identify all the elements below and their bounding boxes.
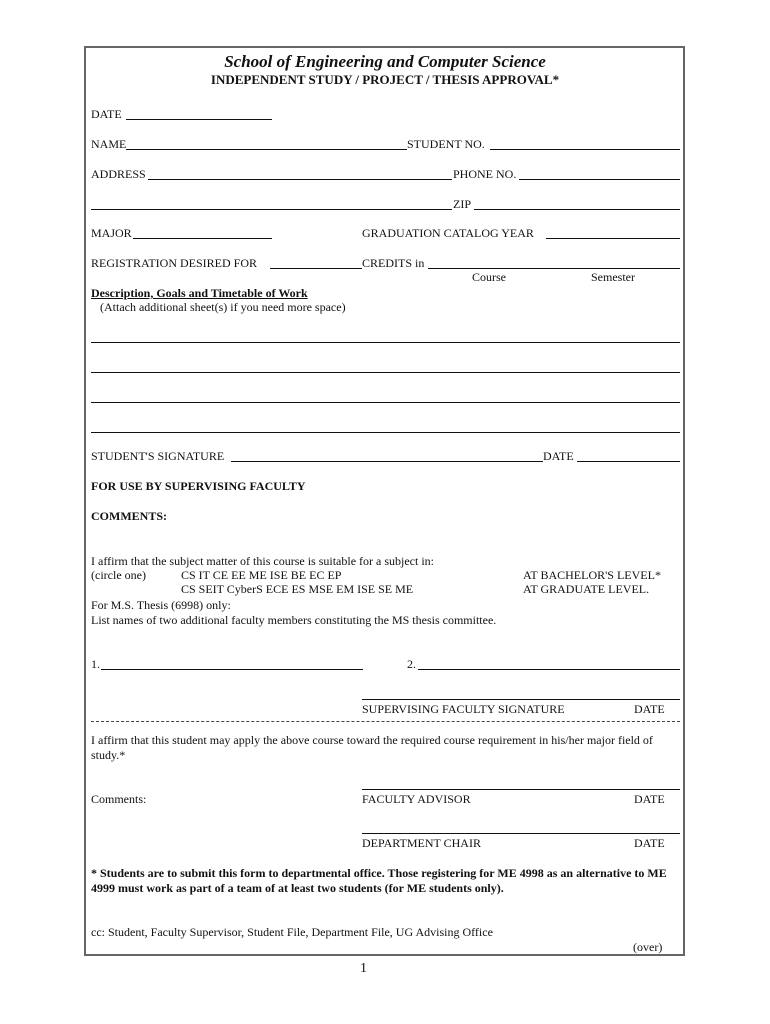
student-no-label: STUDENT NO. (407, 137, 485, 151)
department-chair-label: DEPARTMENT CHAIR (362, 836, 481, 850)
committee-member-1-label: 1. (91, 657, 100, 671)
description-line[interactable] (91, 402, 680, 403)
phone-no-field[interactable] (519, 179, 680, 180)
footnote-text: * Students are to submit this form to departmental office. Those registering for ME 4998 as an alternative to ME 4999 must work as part of a team of at least two students (for ME students only). (91, 866, 667, 895)
advisor-comments-label: Comments: (91, 792, 147, 806)
bachelor-programs[interactable]: CS IT CE EE ME ISE BE EC EP (181, 568, 342, 582)
phone-no-label: PHONE NO. (453, 167, 517, 181)
registration-desired-label: REGISTRATION DESIRED FOR (91, 256, 258, 270)
course-label: Course (472, 270, 506, 284)
student-no-field[interactable] (490, 149, 680, 150)
name-field[interactable] (126, 149, 407, 150)
description-line[interactable] (91, 342, 680, 343)
date-label: DATE (91, 107, 122, 121)
student-signature-label: STUDENT'S SIGNATURE (91, 449, 225, 463)
address-label: ADDRESS (91, 167, 146, 181)
faculty-heading: FOR USE BY SUPERVISING FACULTY (91, 479, 306, 493)
chair-date-label: DATE (634, 836, 665, 850)
circle-one-text: (circle one) (91, 568, 146, 582)
date-field[interactable] (126, 119, 272, 120)
school-title: School of Engineering and Computer Science (224, 52, 546, 71)
faculty-advisor-label: FACULTY ADVISOR (362, 792, 471, 806)
cc-text: cc: Student, Faculty Supervisor, Student File, Department File, UG Advising Office (91, 925, 493, 939)
committee-member-2-field[interactable] (418, 669, 680, 670)
major-label: MAJOR (91, 226, 132, 240)
supervising-signature-label: SUPERVISING FACULTY SIGNATURE (362, 702, 565, 716)
committee-member-2-label: 2. (407, 657, 416, 671)
graduation-catalog-year-field[interactable] (546, 238, 680, 239)
over-text: (over) (633, 940, 663, 954)
list-names-text: List names of two additional faculty members constituting the MS thesis committee. (91, 613, 497, 627)
supervising-date-label: DATE (634, 702, 665, 716)
address-line2-field[interactable] (91, 209, 452, 210)
page-number: 1 (360, 961, 367, 976)
registration-desired-field[interactable] (270, 268, 362, 269)
graduation-catalog-year-label: GRADUATION CATALOG YEAR (362, 226, 534, 240)
credits-in-label: CREDITS in (362, 256, 425, 270)
description-note: (Attach additional sheet(s) if you need more space) (100, 300, 346, 314)
graduate-programs[interactable]: CS SEIT CyberS ECE ES MSE EM ISE SE ME (181, 582, 414, 596)
description-heading: Description, Goals and Timetable of Work (91, 286, 308, 300)
department-chair-signature-field[interactable] (362, 833, 680, 834)
faculty-comments-label: COMMENTS: (91, 509, 167, 523)
supervising-signature-field[interactable] (362, 699, 680, 700)
description-line[interactable] (91, 372, 680, 373)
committee-member-1-field[interactable] (101, 669, 363, 670)
semester-label: Semester (591, 270, 635, 284)
student-signature-field[interactable] (231, 461, 543, 462)
section-divider (91, 721, 680, 722)
faculty-advisor-signature-field[interactable] (362, 789, 680, 790)
description-line[interactable] (91, 432, 680, 433)
ms-thesis-text: For M.S. Thesis (6998) only: (91, 598, 231, 612)
graduate-level-text: AT GRADUATE LEVEL. (523, 582, 650, 596)
form-border (84, 46, 685, 956)
student-signature-date-label: DATE (543, 449, 574, 463)
name-label: NAME (91, 137, 127, 151)
affirm-apply-text: I affirm that this student may apply the above course toward the required course requirement in his/her major field of study.* (91, 733, 653, 762)
zip-label: ZIP (453, 197, 471, 211)
affirm-subject-text: I affirm that the subject matter of this course is suitable for a subject in: (91, 554, 435, 568)
student-signature-date-field[interactable] (577, 461, 680, 462)
advisor-date-label: DATE (634, 792, 665, 806)
address-field[interactable] (148, 179, 452, 180)
bachelor-level-text: AT BACHELOR'S LEVEL* (523, 568, 661, 582)
zip-field[interactable] (474, 209, 680, 210)
credits-in-field[interactable] (428, 268, 680, 269)
major-field[interactable] (133, 238, 272, 239)
form-title: INDEPENDENT STUDY / PROJECT / THESIS APPROVAL* (210, 72, 560, 87)
